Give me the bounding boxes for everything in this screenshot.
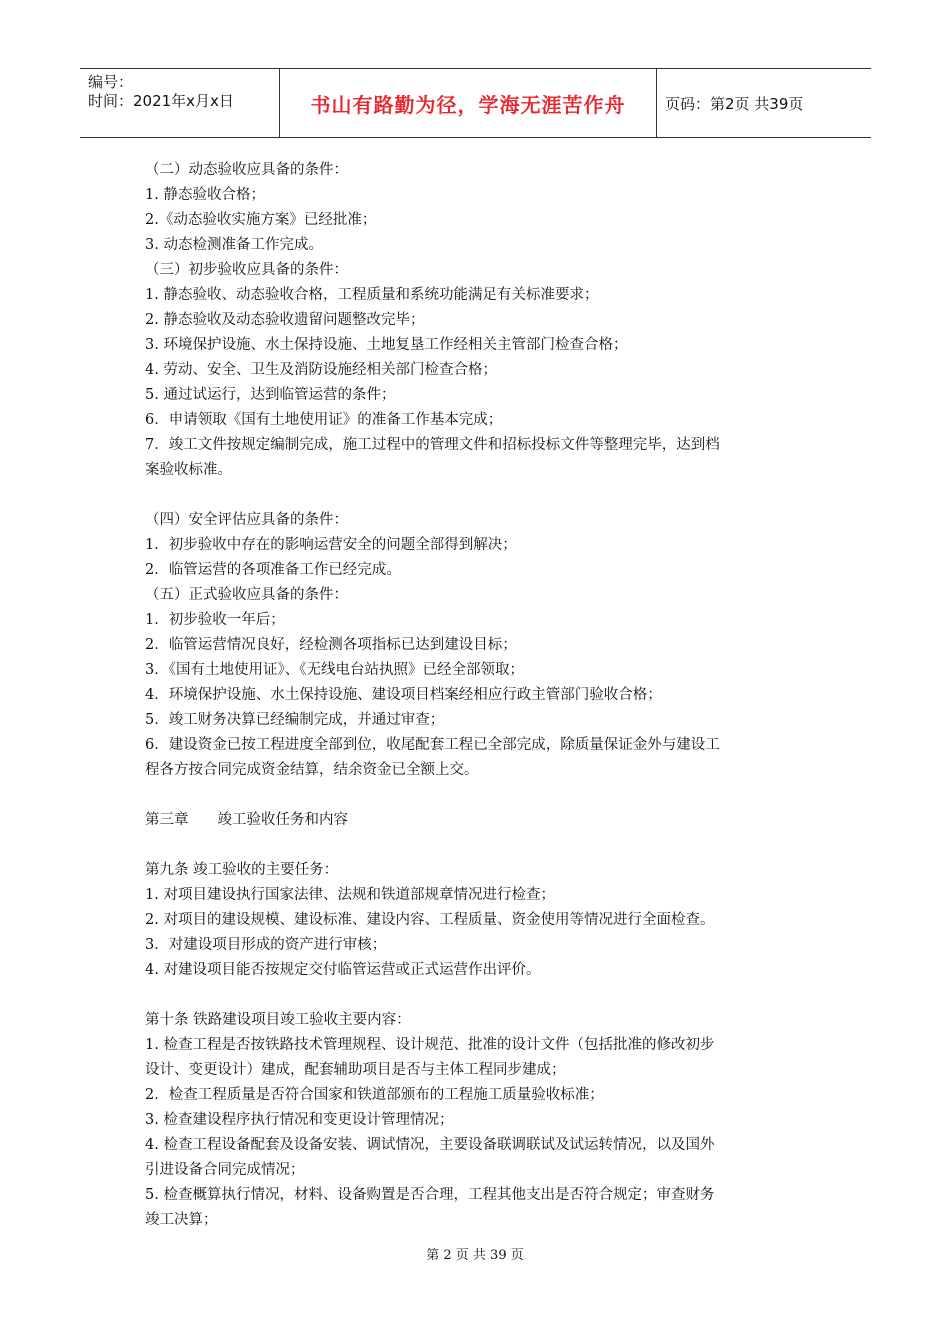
list-item: 2. 静态验收及动态验收遗留问题整改完毕； xyxy=(145,312,425,328)
list-item: 2．临管运营情况良好，经检测各项指标已达到建设目标； xyxy=(145,637,517,653)
paragraph-gap xyxy=(145,783,810,808)
list-item: 1. 静态验收合格； xyxy=(145,187,265,203)
list-item: 2．临管运营的各项准备工作已经完成。 xyxy=(145,562,401,578)
list-item: 5. 检查概算执行情况，材料、设备购置是否合理，工程其他支出是否符合规定；审查财务 xyxy=(145,1187,715,1203)
section-heading: （二）动态验收应具备的条件： xyxy=(145,162,348,178)
document-code-label: 编号： xyxy=(88,73,134,91)
list-item: 5．竣工财务决算已经编制完成，并通过审查； xyxy=(145,712,445,728)
list-item: 4．环境保护设施、水土保持设施、建设项目档案经相应行政主管部门验收合格； xyxy=(145,687,662,703)
list-item: 3．《国有土地使用证》、《无线电台站执照》已经全部领取； xyxy=(145,662,524,678)
list-item: 1. 静态验收、动态验收合格，工程质量和系统功能满足有关标准要求； xyxy=(145,287,599,303)
document-body xyxy=(145,158,810,1233)
list-item: 4. 对建设项目能否按规定交付临管运营或正式运营作出评价。 xyxy=(145,962,541,978)
list-item-continuation: 引进设备合同完成情况； xyxy=(145,1162,305,1178)
page-header xyxy=(80,68,871,138)
page-footer: 第 2 页 共 39 页 xyxy=(426,1248,524,1263)
paragraph-gap xyxy=(145,483,810,508)
chapter-heading: 第三章 竣工验收任务和内容 xyxy=(145,812,348,828)
paragraph-gap xyxy=(145,833,810,858)
header-meta xyxy=(80,69,280,137)
article-heading: 第十条 铁路建设项目竣工验收主要内容： xyxy=(145,1012,411,1028)
list-item: 6．建设资金已按工程进度全部到位，收尾配套工程已全部完成，除质量保证金外与建设工 xyxy=(145,737,720,753)
list-item: 3. 检查建设程序执行情况和变更设计管理情况； xyxy=(145,1112,454,1128)
list-item: 1．初步验收中存在的影响运营安全的问题全部得到解决； xyxy=(145,537,517,553)
list-item: 1．初步验收一年后； xyxy=(145,612,285,628)
list-item: 4. 劳动、安全、卫生及消防设施经相关部门检查合格； xyxy=(145,362,497,378)
list-item: 2．检查工程质量是否符合国家和铁道部颁布的工程施工质量验收标准； xyxy=(145,1087,604,1103)
list-item: 6．申请领取《国有土地使用证》的准备工作基本完成； xyxy=(145,412,503,428)
list-item-continuation: 案验收标准。 xyxy=(145,462,232,478)
section-heading: （四）安全评估应具备的条件： xyxy=(145,512,348,528)
article-heading: 第九条 竣工验收的主要任务： xyxy=(145,862,339,878)
list-item: 1. 检查工程是否按铁路技术管理规程、设计规范、批准的设计文件（包括批准的修改初步 xyxy=(145,1037,715,1053)
list-item: 3. 环境保护设施、水土保持设施、土地复垦工作经相关主管部门检查合格； xyxy=(145,337,628,353)
list-item: 7．竣工文件按规定编制完成，施工过程中的管理文件和招标投标文件等整理完毕，达到档 xyxy=(145,437,720,453)
section-heading: （五）正式验收应具备的条件： xyxy=(145,587,348,603)
list-item: 2.《动态验收实施方案》已经批准； xyxy=(145,212,377,228)
section-heading: （三）初步验收应具备的条件： xyxy=(145,262,348,278)
paragraph-gap xyxy=(145,983,810,1008)
list-item: 2. 对项目的建设规模、建设标准、建设内容、工程质量、资金使用等情况进行全面检查。 xyxy=(145,912,715,928)
list-item: 1. 对项目建设执行国家法律、法规和铁道部规章情况进行检查； xyxy=(145,887,555,903)
document-date: 时间：2021年x月x日 xyxy=(88,92,234,110)
list-item: 3．对建设项目形成的资产进行审核； xyxy=(145,937,387,953)
header-motto: 书山有路勤为径，学海无涯苦作舟 xyxy=(280,69,657,137)
header-page-info: 页码：第2页 共39页 xyxy=(665,94,804,113)
list-item: 4. 检查工程设备配套及设备安装、调试情况，主要设备联调联试及试运转情况，以及国外 xyxy=(145,1137,715,1153)
list-item-continuation: 程各方按合同完成资金结算，结余资金已全额上交。 xyxy=(145,762,479,778)
list-item: 3. 动态检测准备工作完成。 xyxy=(145,237,323,253)
list-item: 5. 通过试运行，达到临管运营的条件； xyxy=(145,387,396,403)
list-item-continuation: 竣工决算； xyxy=(145,1212,218,1228)
list-item-continuation: 设计、变更设计）建成，配套辅助项目是否与主体工程同步建成； xyxy=(145,1062,566,1078)
